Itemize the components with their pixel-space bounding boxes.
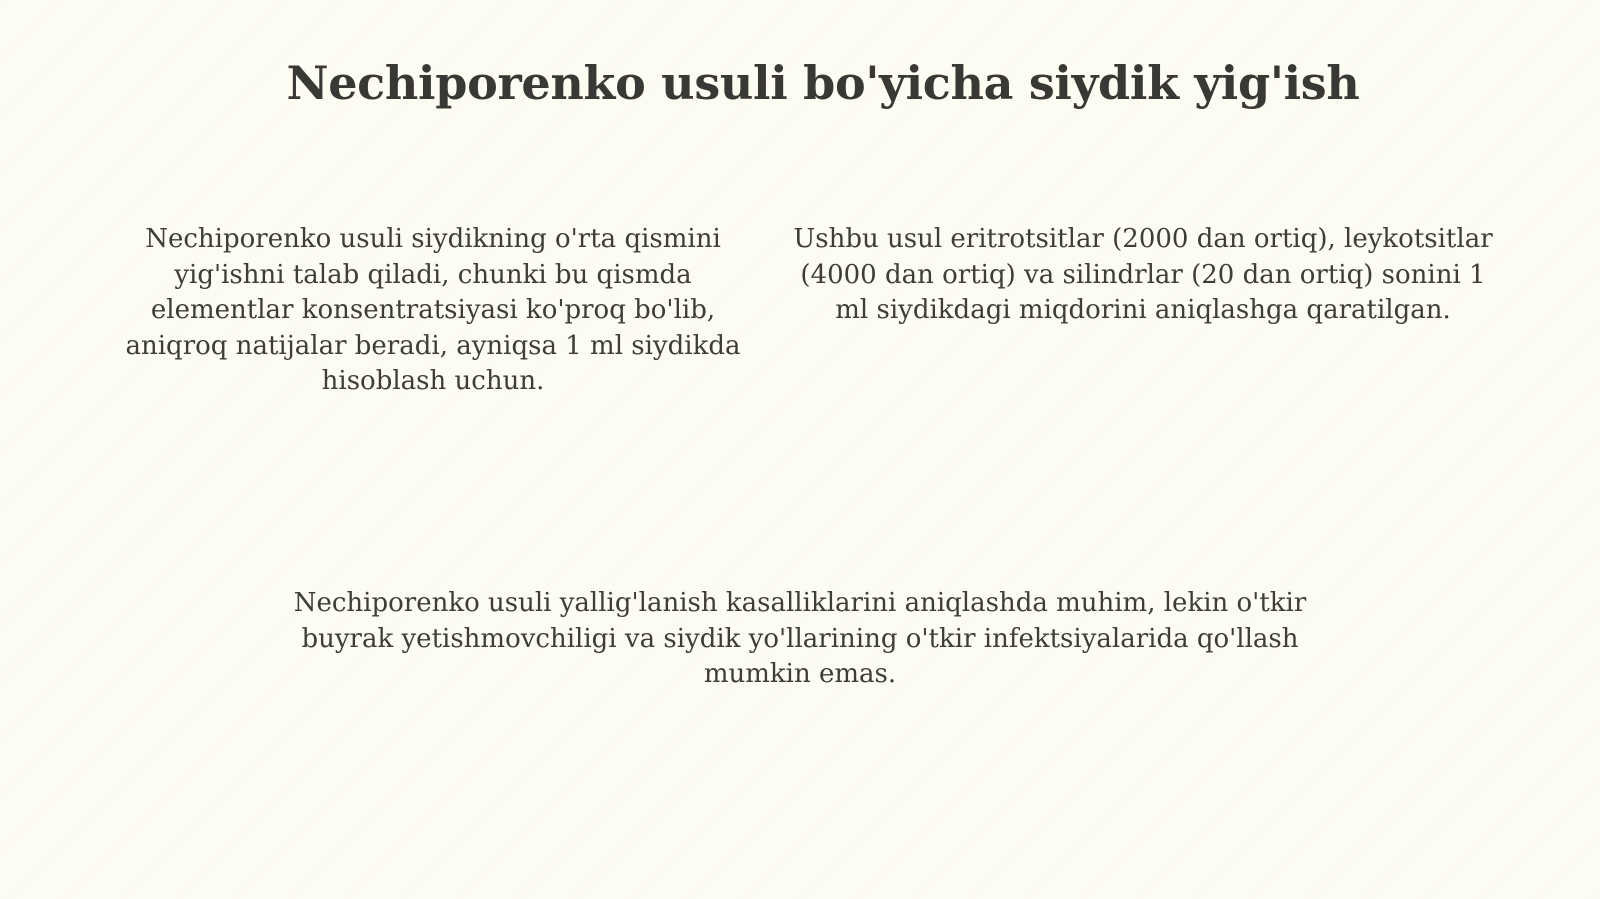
paragraph-left: Nechiporenko usuli siydikning o'rta qismini yig'ishni talab qiladi, chunki bu qismda elementlar konsentratsiyasi ko'proq bo'lib, aniqroq natijalar beradi, ayniqsa 1 ml siydikda hisoblash uchun. — [125, 224, 741, 396]
paragraph-right: Ushbu usul eritrotsitlar (2000 dan ortiq), leykotsitlar (4000 dan ortiq) va silindrlar (20 dan ortiq) sonini 1 ml siydikdagi miqdorini aniqlashga qaratilgan. — [793, 224, 1493, 325]
slide-title: Nechiporenko usuli bo'yicha siydik yig'ish — [286, 56, 1360, 110]
paragraph-bottom: Nechiporenko usuli yallig'lanish kasalliklarini aniqlashda muhim, lekin o'tkir buyrak yetishmovchiligi va siydik yo'llarining o'tkir infektsiyalarida qo'llash mumkin emas. — [293, 588, 1307, 689]
